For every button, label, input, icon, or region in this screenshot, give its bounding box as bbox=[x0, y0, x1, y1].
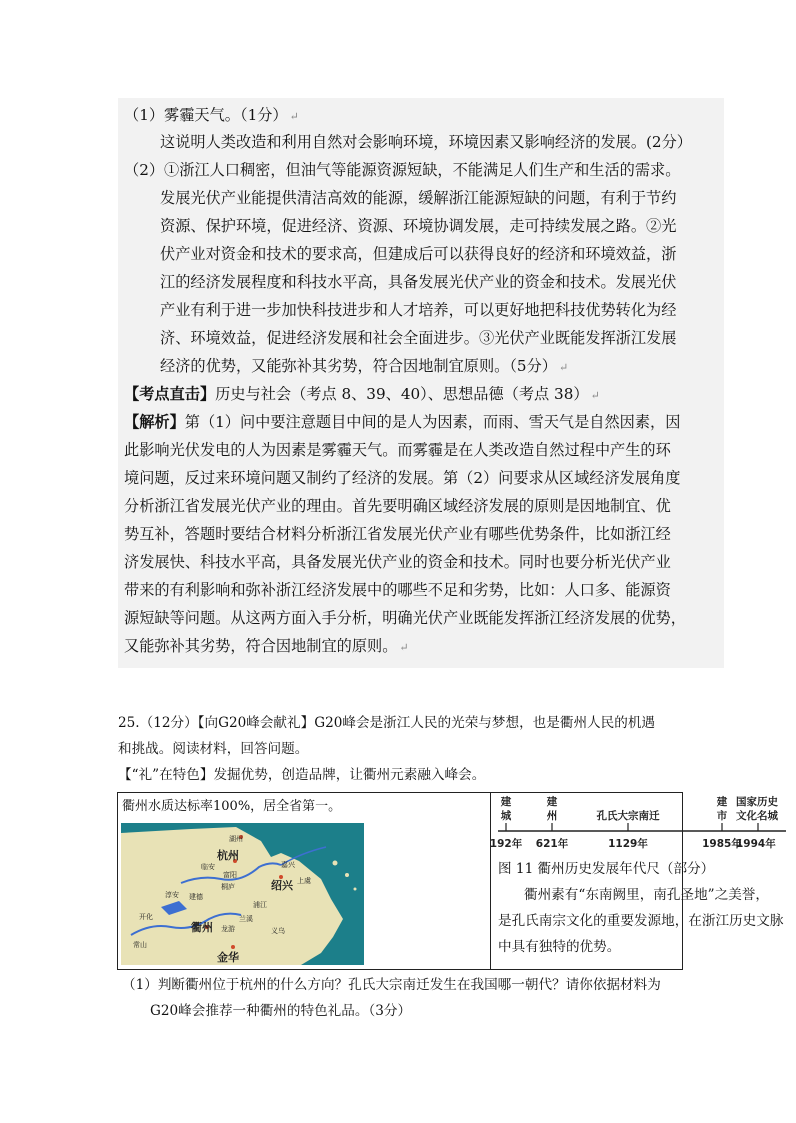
jiexi-line-1: 【解析】第（1）问中要注意题目中间的是人为因素，而雨、雪天气是自然因素，因 bbox=[124, 413, 681, 431]
map-caption: 衢州水质达标率100%，居全省第一。 bbox=[122, 799, 342, 814]
timeline-label-top: 建 bbox=[716, 796, 728, 808]
map-label-huzhou: 湖州 bbox=[229, 835, 243, 843]
timeline-label-bottom: 孔氏大宗南迁 bbox=[596, 810, 660, 822]
jiexi-line-8: 源短缺等问题。从这两方面入手分析，明确光伏产业既能发挥浙江经济发展的优势， bbox=[124, 609, 686, 627]
answer-panel bbox=[118, 98, 724, 668]
q25-line-1: 25.（12分）【向G20峰会献礼】G20峰会是浙江人民的光荣与梦想，也是衢州人民的机遇 bbox=[118, 715, 656, 731]
jiexi-line-9: 又能弥补其劣势，符合因地制宜的原则。 ↵ bbox=[124, 637, 409, 655]
city-dot bbox=[231, 945, 235, 949]
map-label-shaoxing: 绍兴 bbox=[271, 879, 293, 892]
map-label-longyou: 龙游 bbox=[221, 925, 235, 933]
answer-line-2: 这说明人类改造和利用自然对会影响环境，环境因素又影响经济的发展。(2分） bbox=[160, 133, 692, 151]
timeline-label-top: 建 bbox=[500, 796, 512, 808]
timeline-label-bottom: 州 bbox=[546, 810, 558, 822]
zhejiang-map bbox=[121, 823, 364, 965]
answer-line-3: （2）①浙江人口稠密，但油气等能源资源短缺，不能满足人们生产和生活的需求。 bbox=[124, 161, 681, 179]
fig-title: 图 11 衢州历史发展年代尺（部分） bbox=[498, 861, 715, 877]
jiexi-line-6: 济发展快、科技水平高，具备发展光伏产业的资金和技术。同时也要分析光伏产业 bbox=[124, 553, 671, 571]
timeline-year: 621年 bbox=[535, 838, 569, 850]
answer-line-8: 产业有利于进一步加快科技进步和人才培养，可以更好地把科技优势转化为经 bbox=[160, 301, 677, 319]
map-label-jinhua: 金华 bbox=[217, 951, 239, 964]
map-label-linan: 临安 bbox=[201, 863, 215, 871]
answer-line-10: 经济的优势，又能弥补其劣势，符合因地制宜原则。（5分） ↵ bbox=[160, 357, 569, 375]
answer-line-7: 江的经济发展程度和科技水平高，具备发展光伏产业的资金和技术。发展光伏 bbox=[160, 273, 677, 291]
map-label-quzhou: 衢州 bbox=[191, 921, 213, 934]
jiexi-line-7: 带来的有利影响和弥补浙江经济发展中的哪些不足和劣势，比如：人口多、能源资 bbox=[124, 581, 671, 599]
fig-text-1: 衢州素有“东南阙里，南孔圣地”之美誉， bbox=[524, 887, 769, 903]
answer-line-4: 发展光伏产业能提供清洁高效的能源，缓解浙江能源短缺的问题，有利于节约 bbox=[160, 189, 677, 207]
answer-line-9: 济、环境效益，促进经济发展和社会全面进步。③光伏产业既能发挥浙江发展 bbox=[160, 329, 677, 347]
jiexi-line-4: 分析浙江省发展光伏产业的理由。首先要明确区域经济发展的原则是因地制宜、优 bbox=[124, 497, 671, 515]
figure-divider bbox=[490, 793, 491, 969]
q25-line-2: 和挑战。阅读材料，回答问题。 bbox=[118, 741, 309, 757]
jiexi-line-2: 此影响光伏发电的人为因素是雾霾天气。而雾霾是在人类改造自然过程中产生的环 bbox=[124, 441, 671, 459]
fig-text-3: 中具有独特的优势。 bbox=[498, 939, 621, 955]
timeline-year: 192年 bbox=[489, 838, 523, 850]
q25-sub1-line-1: （1）判断衢州位于杭州的什么方向？孔氏大宗南迁发生在我国哪一朝代？请你依据材料为 bbox=[122, 977, 661, 993]
map-label-jiande: 建德 bbox=[189, 893, 203, 901]
map-label-hangzhou: 杭州 bbox=[217, 849, 239, 862]
timeline-label-bottom: 市 bbox=[716, 810, 728, 822]
answer-line-5: 资源、保护环境，促进经济、资源、环境协调发展，走可持续发展之路。②光 bbox=[160, 217, 677, 235]
map-label-shangyu: 上虞 bbox=[297, 877, 311, 885]
q25-sub1-line-2: G20峰会推荐一种衢州的特色礼品。（3分） bbox=[150, 1003, 412, 1019]
jiexi-line-5: 势互补，答题时要结合材料分析浙江省发展光伏产业有哪些优势条件，比如浙江经 bbox=[124, 525, 671, 543]
kaodian-line: 【考点直击】历史与社会（考点 8、39、40）、思想品德（考点 38） ↵ bbox=[124, 385, 600, 403]
map-label-chunan: 淳安 bbox=[165, 891, 179, 899]
material-figure bbox=[117, 792, 784, 970]
fig-text-2: 是孔氏南宗文化的重要发源地，在浙江历史文脉 bbox=[498, 913, 784, 929]
timeline-label-bottom: 文化名城 bbox=[736, 810, 778, 822]
map-label-yiwu: 义乌 bbox=[271, 927, 285, 935]
answer-line-1: （1）雾霾天气。（1分） ↵ bbox=[124, 106, 299, 124]
timeline-label-top: 建 bbox=[546, 796, 558, 808]
timeline-label-bottom: 城 bbox=[500, 810, 512, 822]
jiexi-line-3: 境问题，反过来环境问题又制约了经济的发展。第（2）问要求从区域经济发展角度 bbox=[124, 469, 681, 487]
map-label-jiaxing: 嘉兴 bbox=[281, 861, 295, 869]
timeline-year: 1994年 bbox=[736, 838, 776, 850]
timeline-year: 1985年 bbox=[702, 838, 742, 850]
timeline-label-top: 国家历史 bbox=[736, 796, 778, 808]
map-label-kaihua: 开化 bbox=[139, 913, 153, 921]
timeline bbox=[489, 795, 796, 855]
timeline-year: 1129年 bbox=[608, 838, 648, 850]
q25-line-3: 【“礼”在特色】发掘优势，创造品牌，让衢州元素融入峰会。 bbox=[118, 767, 486, 783]
map-label-changshan: 常山 bbox=[133, 941, 147, 949]
map-label-tonglu: 桐庐 bbox=[221, 883, 235, 891]
answer-line-6: 伏产业对资金和技术的要求高，但建成后可以获得良好的经济和环境效益，浙 bbox=[160, 245, 677, 263]
map-label-fuyang: 富阳 bbox=[223, 871, 237, 879]
map-label-pujiang: 浦江 bbox=[253, 901, 267, 909]
map-label-lanxi: 兰溪 bbox=[239, 915, 253, 923]
